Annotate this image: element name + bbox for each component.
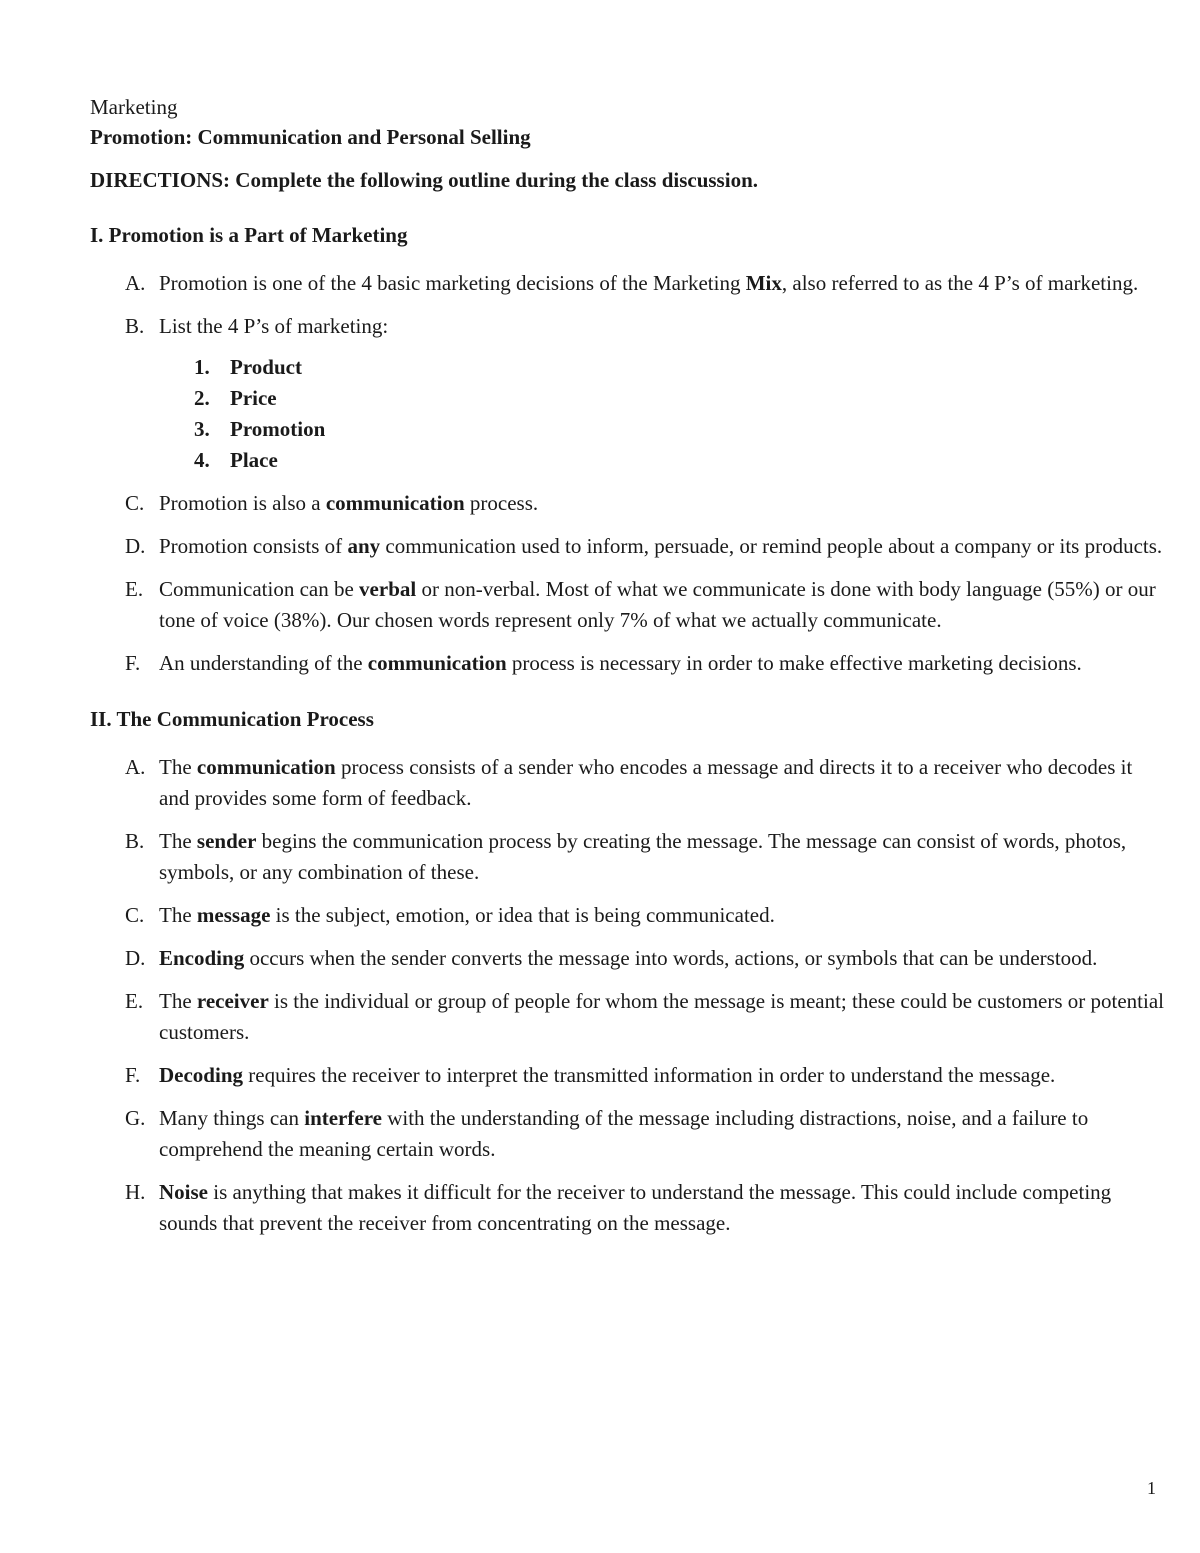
- text-run: , also referred to as the 4 P’s of marketing.: [781, 271, 1139, 295]
- text-run: is anything that makes it difficult for the receiver to understand the message. This could include competing sounds that prevent the receiver from concentrating on the message.: [159, 1180, 1112, 1235]
- key-term: Encoding: [159, 946, 245, 970]
- section-2-outline: [90, 752, 1165, 1239]
- outline-item-letter: A.: [125, 755, 146, 779]
- text-run: is the subject, emotion, or idea that is being communicated.: [270, 903, 775, 927]
- document-title: Promotion: Communication and Personal Selling: [90, 125, 531, 149]
- outline-item-text: [159, 1106, 1088, 1161]
- key-term: verbal: [359, 577, 417, 601]
- outline-item-letter: E.: [125, 989, 144, 1013]
- key-term: communication: [367, 651, 507, 675]
- four-ps-item: [90, 383, 1165, 414]
- key-term: communication: [196, 755, 336, 779]
- key-term: Noise: [159, 1180, 208, 1204]
- outline-item-letter: B.: [125, 314, 145, 338]
- text-run: Promotion is also a: [159, 491, 326, 515]
- text-run: communication used to inform, persuade, or remind people about a company or its products.: [380, 534, 1163, 558]
- text-run: process consists of a sender who encodes a message and directs it to a receiver who decodes it and provides some form of feedback.: [159, 755, 1133, 810]
- outline-item: [90, 1103, 1165, 1165]
- outline-item: [90, 943, 1165, 974]
- outline-item: [90, 1177, 1165, 1239]
- outline-item-text: [159, 989, 1164, 1044]
- section-1-outline: [90, 268, 1165, 679]
- text-run: begins the communication process by creating the message. The message can consist of words, photos, symbols, or any combination of these.: [159, 829, 1127, 884]
- text-run: The: [159, 903, 197, 927]
- document-page: [90, 92, 1165, 1251]
- text-run: The: [159, 755, 197, 779]
- outline-item-text: [159, 314, 388, 338]
- section-2-heading: II. The Communication Process: [90, 707, 374, 731]
- four-ps-label: Promotion: [230, 417, 326, 441]
- text-run: Communication can be: [159, 577, 360, 601]
- four-ps-list: [90, 352, 1165, 476]
- outline-item-text: [159, 577, 1156, 632]
- four-ps-item: [90, 352, 1165, 383]
- outline-item: [90, 826, 1165, 888]
- four-ps-number: 4.: [194, 448, 210, 472]
- text-run: occurs when the sender converts the message into words, actions, or symbols that can be understood.: [244, 946, 1098, 970]
- four-ps-item: [90, 445, 1165, 476]
- outline-item: [90, 268, 1165, 299]
- outline-item-text: [159, 755, 1132, 810]
- key-term: any: [347, 534, 381, 558]
- section-1-heading: I. Promotion is a Part of Marketing: [90, 223, 408, 247]
- outline-item-letter: H.: [125, 1180, 146, 1204]
- directions: [90, 165, 1165, 195]
- course-subject: Marketing: [90, 95, 178, 119]
- outline-item: [90, 986, 1165, 1048]
- page-number: 1: [1147, 1478, 1156, 1498]
- text-run: process.: [464, 491, 539, 515]
- outline-item-letter: G.: [125, 1106, 146, 1130]
- key-term: message: [196, 903, 271, 927]
- text-run: is the individual or group of people for whom the message is meant; these could be customers or potential customers.: [159, 989, 1165, 1044]
- key-term: sender: [196, 829, 257, 853]
- four-ps-number: 1.: [194, 355, 210, 379]
- outline-item-text: [159, 946, 1097, 970]
- text-run: List the 4 P’s of marketing:: [159, 314, 389, 338]
- text-run: requires the receiver to interpret the transmitted information in order to understand the message.: [243, 1063, 1056, 1087]
- outline-item: [90, 648, 1165, 679]
- outline-item-text: [159, 651, 1082, 675]
- four-ps-label: Product: [230, 355, 302, 379]
- four-ps-number: 2.: [194, 386, 210, 410]
- outline-item-letter: F.: [125, 1063, 141, 1087]
- outline-item-text: [159, 903, 775, 927]
- outline-item-text: [159, 1063, 1055, 1087]
- four-ps-item: [90, 414, 1165, 445]
- outline-item-letter: C.: [125, 491, 145, 515]
- outline-item-letter: C.: [125, 903, 145, 927]
- text-run: Promotion is one of the 4 basic marketing decisions of the Marketing: [159, 271, 746, 295]
- outline-item-letter: D.: [125, 534, 146, 558]
- key-term: interfere: [304, 1106, 382, 1130]
- outline-item-letter: D.: [125, 946, 146, 970]
- outline-item-text: [159, 829, 1126, 884]
- key-term: communication: [325, 491, 465, 515]
- text-run: Promotion consists of: [159, 534, 348, 558]
- text-run: Many things can: [159, 1106, 305, 1130]
- four-ps-number: 3.: [194, 417, 210, 441]
- outline-item-text: [159, 271, 1138, 295]
- outline-item: [90, 488, 1165, 519]
- outline-item-text: [159, 491, 538, 515]
- text-run: The: [159, 989, 197, 1013]
- key-term: receiver: [196, 989, 269, 1013]
- outline-item-letter: A.: [125, 271, 146, 295]
- outline-item-letter: F.: [125, 651, 141, 675]
- four-ps-label: Price: [230, 386, 277, 410]
- outline-item-text: [159, 534, 1162, 558]
- outline-item-text: [159, 1180, 1111, 1235]
- outline-item: [90, 1060, 1165, 1091]
- text-run: process is necessary in order to make effective marketing decisions.: [506, 651, 1082, 675]
- outline-item: [90, 311, 1165, 476]
- text-run: with the understanding of the message including distractions, noise, and a failure to comprehend the meaning certain words.: [159, 1106, 1089, 1161]
- key-term: Mix: [745, 271, 782, 295]
- outline-item-letter: B.: [125, 829, 145, 853]
- text-run: An understanding of the: [159, 651, 368, 675]
- outline-item-letter: E.: [125, 577, 144, 601]
- key-term: Decoding: [159, 1063, 243, 1087]
- text-run: or non-verbal. Most of what we communicate is done with body language (55%) or our tone of voice (38%). Our chosen words represent only 7% of what we actually communicate.: [159, 577, 1156, 632]
- outline-item: [90, 900, 1165, 931]
- outline-item: [90, 574, 1165, 636]
- four-ps-label: Place: [230, 448, 278, 472]
- directions-label: DIRECTIONS:: [90, 168, 231, 192]
- text-run: The: [159, 829, 197, 853]
- outline-item: [90, 752, 1165, 814]
- outline-item: [90, 531, 1165, 562]
- directions-text: Complete the following outline during the class discussion.: [230, 168, 758, 192]
